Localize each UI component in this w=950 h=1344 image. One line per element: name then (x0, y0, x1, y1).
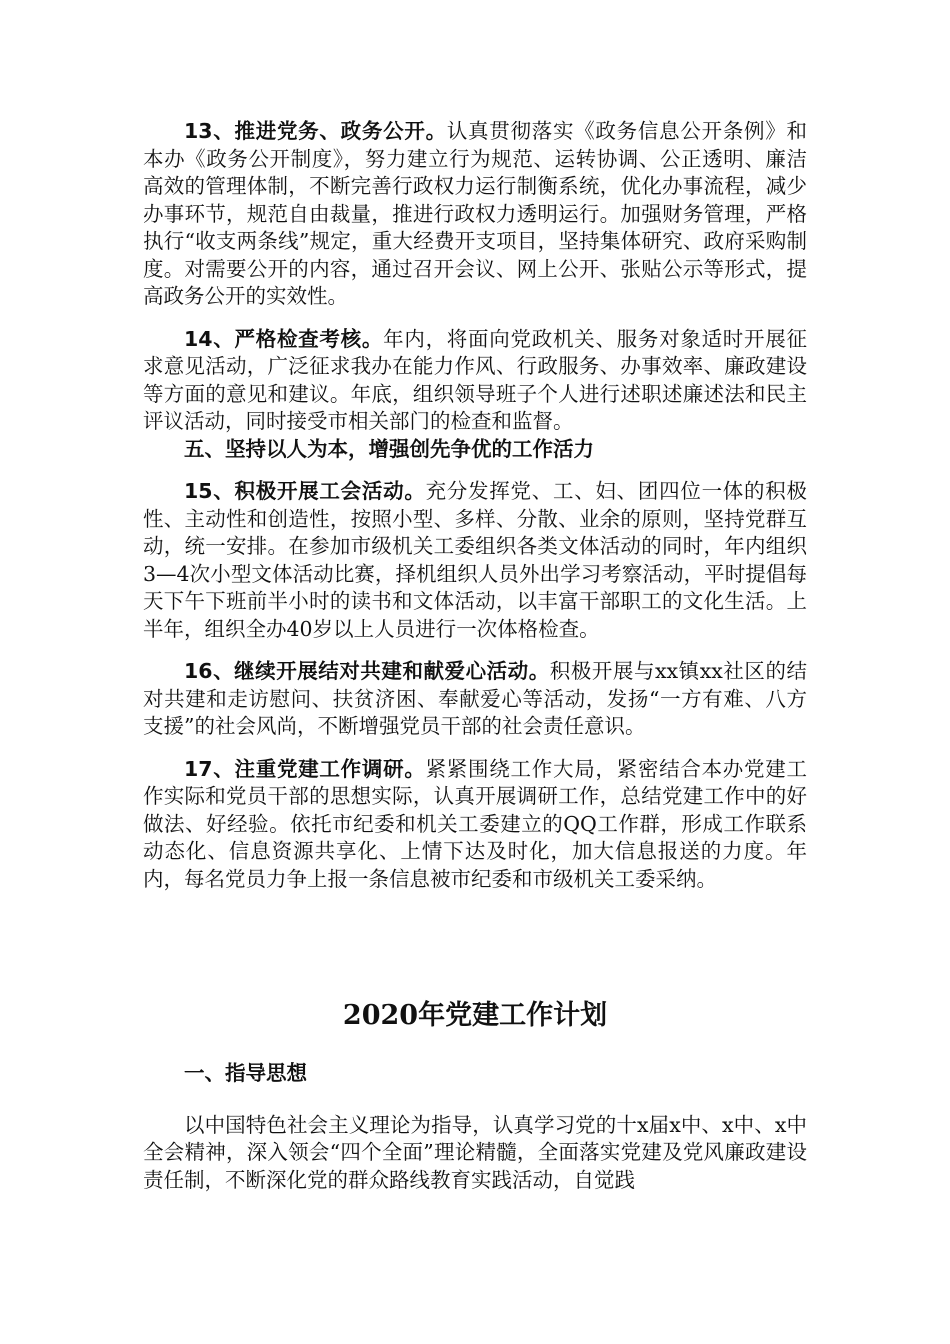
paragraph-16 (143, 658, 807, 741)
paragraph-16-body: 积极开展与xx镇xx社区的结对共建和走访慰问、扶贫济困、奉献爱心等活动，发扬“一方有难、八方支援”的社会风尚，不断增强党员干部的社会责任意识。 (143, 659, 808, 738)
paragraph-13-body: 认真贯彻落实《政务信息公开条例》和本办《政务公开制度》，努力建立行为规范、运转协调、公正透明、廉洁高效的管理体制，不断完善行政权力运行制衡系统，优化办事流程，减少办事环节，规范自由裁量，推进行政权力透明运行。加强财务管理，严格执行“收支两条线”规定，重大经费开支项目，坚持集体研究、政府采购制度。对需要公开的内容，通过召开会议、网上公开、张贴公示等形式，提高政务公开的实效性。 (143, 119, 808, 308)
section-heading-1: 一、指导思想 (184, 1061, 307, 1085)
paragraph-14 (143, 326, 807, 436)
paragraph-16-lead: 16、继续开展结对共建和献爱心活动。 (184, 659, 550, 683)
document-title: 2020年党建工作计划 (342, 1000, 608, 1031)
paragraph-17-body: 紧紧围绕工作大局，紧密结合本办党建工作实际和党员干部的思想实际，认真开展调研工作，总结党建工作中的好做法、好经验。依托市纪委和机关工委建立的QQ工作群，形成工作联系动态化、信息资源共享化、上情下达及时化，加大信息报送的力度。年内，每名党员力争上报一条信息被市纪委和市级机关工委采纳。 (143, 756, 808, 891)
paragraph-13-lead: 13、推进党务、政务公开。 (184, 119, 447, 143)
paragraph-guiding-thought: 以中国特色社会主义理论为指导，认真学习党的十x届x中、x中、x中全会精神，深入领会“四个全面”理论精髓，全面落实党建及党风廉政建设责任制，不断深化党的群众路线教育实践活动，自觉践 (143, 1112, 807, 1192)
paragraph-13 (143, 118, 807, 311)
paragraph-15-lead: 15、积极开展工会活动。 (184, 479, 426, 503)
paragraph-14-body: 年内，将面向党政机关、服务对象适时开展征求意见活动，广泛征求我办在能力作风、行政服务、办事效率、廉政建设等方面的意见和建议。年底，组织领导班子个人进行述职述廉述法和民主评议活动，同时接受市相关部门的检查和监督。 (143, 326, 807, 433)
paragraph-14-lead: 14、严格检查考核。 (184, 326, 384, 351)
paragraph-17-lead: 17、注重党建工作调研。 (184, 756, 426, 781)
paragraph-15 (143, 478, 807, 643)
document-page (143, 118, 807, 1194)
paragraph-17 (143, 756, 807, 894)
paragraph-15-body: 充分发挥党、工、妇、团四位一体的积极性、主动性和创造性，按照小型、多样、分散、业余的原则，坚持党群互动，统一安排。在参加市级机关工委组织各类文体活动的同时，年内组织3—4次小型文体活动比赛，择机组织人员外出学习考察活动，平时提倡每天下午下班前半小时的读书和文体活动，以丰富干部职工的文化生活。上半年，组织全办40岁以上人员进行一次体格检查。 (143, 479, 808, 641)
section-heading-5: 五、坚持以人为本，增强创先争优的工作活力 (184, 436, 594, 461)
